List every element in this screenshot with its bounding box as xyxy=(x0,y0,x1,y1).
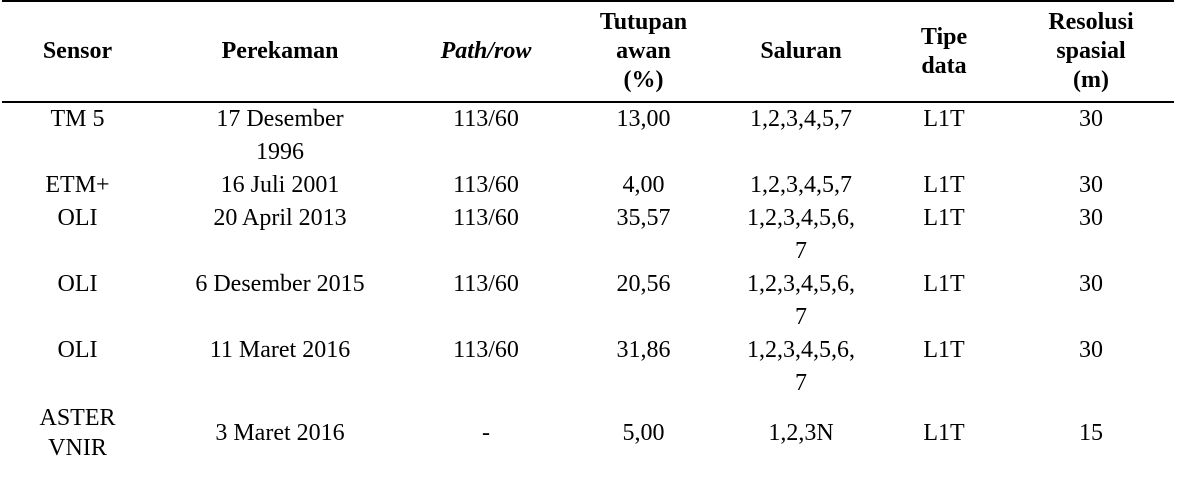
cell-resolusi xyxy=(1008,102,1174,169)
cell-path-row xyxy=(407,169,565,202)
cell-tipe-data xyxy=(880,268,1008,334)
cell-sensor xyxy=(2,334,153,400)
cell-sensor-text: ETM+ xyxy=(45,172,110,198)
header-saluran-label: Saluran xyxy=(760,38,842,64)
cell-tutupan-awan-text: 31,86 xyxy=(616,337,671,363)
cell-path-row xyxy=(407,102,565,169)
table-body xyxy=(2,102,1174,466)
cell-sensor-text: OLI xyxy=(57,271,98,297)
cell-sensor-text: ASTER VNIR xyxy=(39,405,116,461)
cell-saluran-text: 1,2,3,4,5,6, 7 xyxy=(747,271,855,330)
cell-tipe-data xyxy=(880,334,1008,400)
cell-tutupan-awan xyxy=(565,169,722,202)
cell-path-row-text: 113/60 xyxy=(453,172,519,198)
cell-tutupan-awan xyxy=(565,202,722,268)
cell-tutupan-awan xyxy=(565,334,722,400)
cell-perekaman xyxy=(153,169,407,202)
image-data-table xyxy=(2,0,1174,466)
cell-perekaman xyxy=(153,268,407,334)
cell-saluran-text: 1,2,3N xyxy=(768,419,834,446)
cell-sensor-text: TM 5 xyxy=(50,106,105,132)
cell-tutupan-awan xyxy=(565,400,722,466)
cell-resolusi-text: 30 xyxy=(1079,172,1103,198)
cell-path-row-text: 113/60 xyxy=(453,205,519,231)
cell-path-row-text: 113/60 xyxy=(453,271,519,297)
cell-perekaman xyxy=(153,400,407,466)
table-row xyxy=(2,334,1174,400)
cell-tutupan-awan-text: 35,57 xyxy=(616,205,671,231)
cell-tutupan-awan-text: 4,00 xyxy=(622,172,665,198)
cell-tutupan-awan xyxy=(565,102,722,169)
cell-resolusi-text: 30 xyxy=(1079,106,1103,132)
header-row xyxy=(2,1,1174,102)
cell-sensor-text: OLI xyxy=(57,205,98,231)
cell-saluran xyxy=(722,202,880,268)
cell-tipe-data xyxy=(880,400,1008,466)
cell-perekaman-text: 20 April 2013 xyxy=(213,205,347,231)
cell-saluran xyxy=(722,400,880,466)
cell-tipe-data xyxy=(880,202,1008,268)
cell-sensor xyxy=(2,169,153,202)
cell-saluran-text: 1,2,3,4,5,6, 7 xyxy=(747,337,855,396)
cell-tutupan-awan xyxy=(565,268,722,334)
header-path-row xyxy=(407,1,565,102)
cell-perekaman-text: 6 Desember 2015 xyxy=(195,271,365,297)
cell-perekaman-text: 16 Juli 2001 xyxy=(220,172,340,198)
cell-tipe-data xyxy=(880,169,1008,202)
cell-tutupan-awan-text: 13,00 xyxy=(616,106,671,132)
cell-saluran-text: 1,2,3,4,5,7 xyxy=(750,106,852,132)
cell-saluran xyxy=(722,334,880,400)
cell-saluran-text: 1,2,3,4,5,7 xyxy=(750,172,852,198)
cell-perekaman xyxy=(153,334,407,400)
cell-tutupan-awan-text: 20,56 xyxy=(616,271,671,297)
table-row xyxy=(2,268,1174,334)
cell-saluran xyxy=(722,102,880,169)
cell-tipe-data-text: L1T xyxy=(923,337,965,363)
cell-saluran xyxy=(722,268,880,334)
cell-tipe-data-text: L1T xyxy=(923,271,965,297)
cell-sensor xyxy=(2,268,153,334)
cell-resolusi xyxy=(1008,268,1174,334)
header-tipe-data xyxy=(880,1,1008,102)
header-saluran xyxy=(722,1,880,102)
cell-resolusi xyxy=(1008,169,1174,202)
header-tutupan-awan xyxy=(565,1,722,102)
table-row xyxy=(2,202,1174,268)
cell-tipe-data-text: L1T xyxy=(923,106,965,132)
header-resolusi xyxy=(1008,1,1174,102)
cell-resolusi-text: 15 xyxy=(1079,419,1103,446)
header-path-row-label: Path/row xyxy=(440,38,532,64)
cell-perekaman xyxy=(153,202,407,268)
cell-resolusi xyxy=(1008,400,1174,466)
header-perekaman-label: Perekaman xyxy=(221,38,339,64)
cell-path-row xyxy=(407,334,565,400)
cell-perekaman-text: 11 Maret 2016 xyxy=(209,337,351,363)
cell-sensor xyxy=(2,202,153,268)
header-tutupan-awan-label: Tutupan awan (%) xyxy=(599,9,688,93)
cell-sensor xyxy=(2,400,153,466)
cell-path-row-text: - xyxy=(482,419,490,446)
cell-perekaman-text: 17 Desember 1996 xyxy=(216,106,344,165)
cell-sensor xyxy=(2,102,153,169)
cell-path-row xyxy=(407,202,565,268)
header-sensor-label: Sensor xyxy=(42,38,113,64)
cell-resolusi-text: 30 xyxy=(1079,337,1103,363)
cell-path-row xyxy=(407,400,565,466)
cell-tipe-data-text: L1T xyxy=(923,172,965,198)
cell-resolusi xyxy=(1008,202,1174,268)
header-tipe-data-label: Tipe data xyxy=(920,23,968,79)
header-perekaman xyxy=(153,1,407,102)
cell-resolusi-text: 30 xyxy=(1079,205,1103,231)
cell-tipe-data xyxy=(880,102,1008,169)
cell-perekaman-text: 3 Maret 2016 xyxy=(215,419,345,446)
cell-resolusi-text: 30 xyxy=(1079,271,1103,297)
cell-saluran-text: 1,2,3,4,5,6, 7 xyxy=(747,205,855,264)
table-header xyxy=(2,1,1174,102)
cell-sensor-text: OLI xyxy=(57,337,98,363)
cell-resolusi xyxy=(1008,334,1174,400)
cell-path-row xyxy=(407,268,565,334)
cell-path-row-text: 113/60 xyxy=(453,337,519,363)
cell-perekaman xyxy=(153,102,407,169)
cell-tipe-data-text: L1T xyxy=(923,205,965,231)
cell-tutupan-awan-text: 5,00 xyxy=(622,419,665,446)
cell-tipe-data-text: L1T xyxy=(923,419,965,446)
header-resolusi-label: Resolusi spasial (m) xyxy=(1048,9,1134,93)
table-row xyxy=(2,102,1174,169)
table-row xyxy=(2,400,1174,466)
header-sensor xyxy=(2,1,153,102)
table-row xyxy=(2,169,1174,202)
cell-saluran xyxy=(722,169,880,202)
cell-path-row-text: 113/60 xyxy=(453,106,519,132)
